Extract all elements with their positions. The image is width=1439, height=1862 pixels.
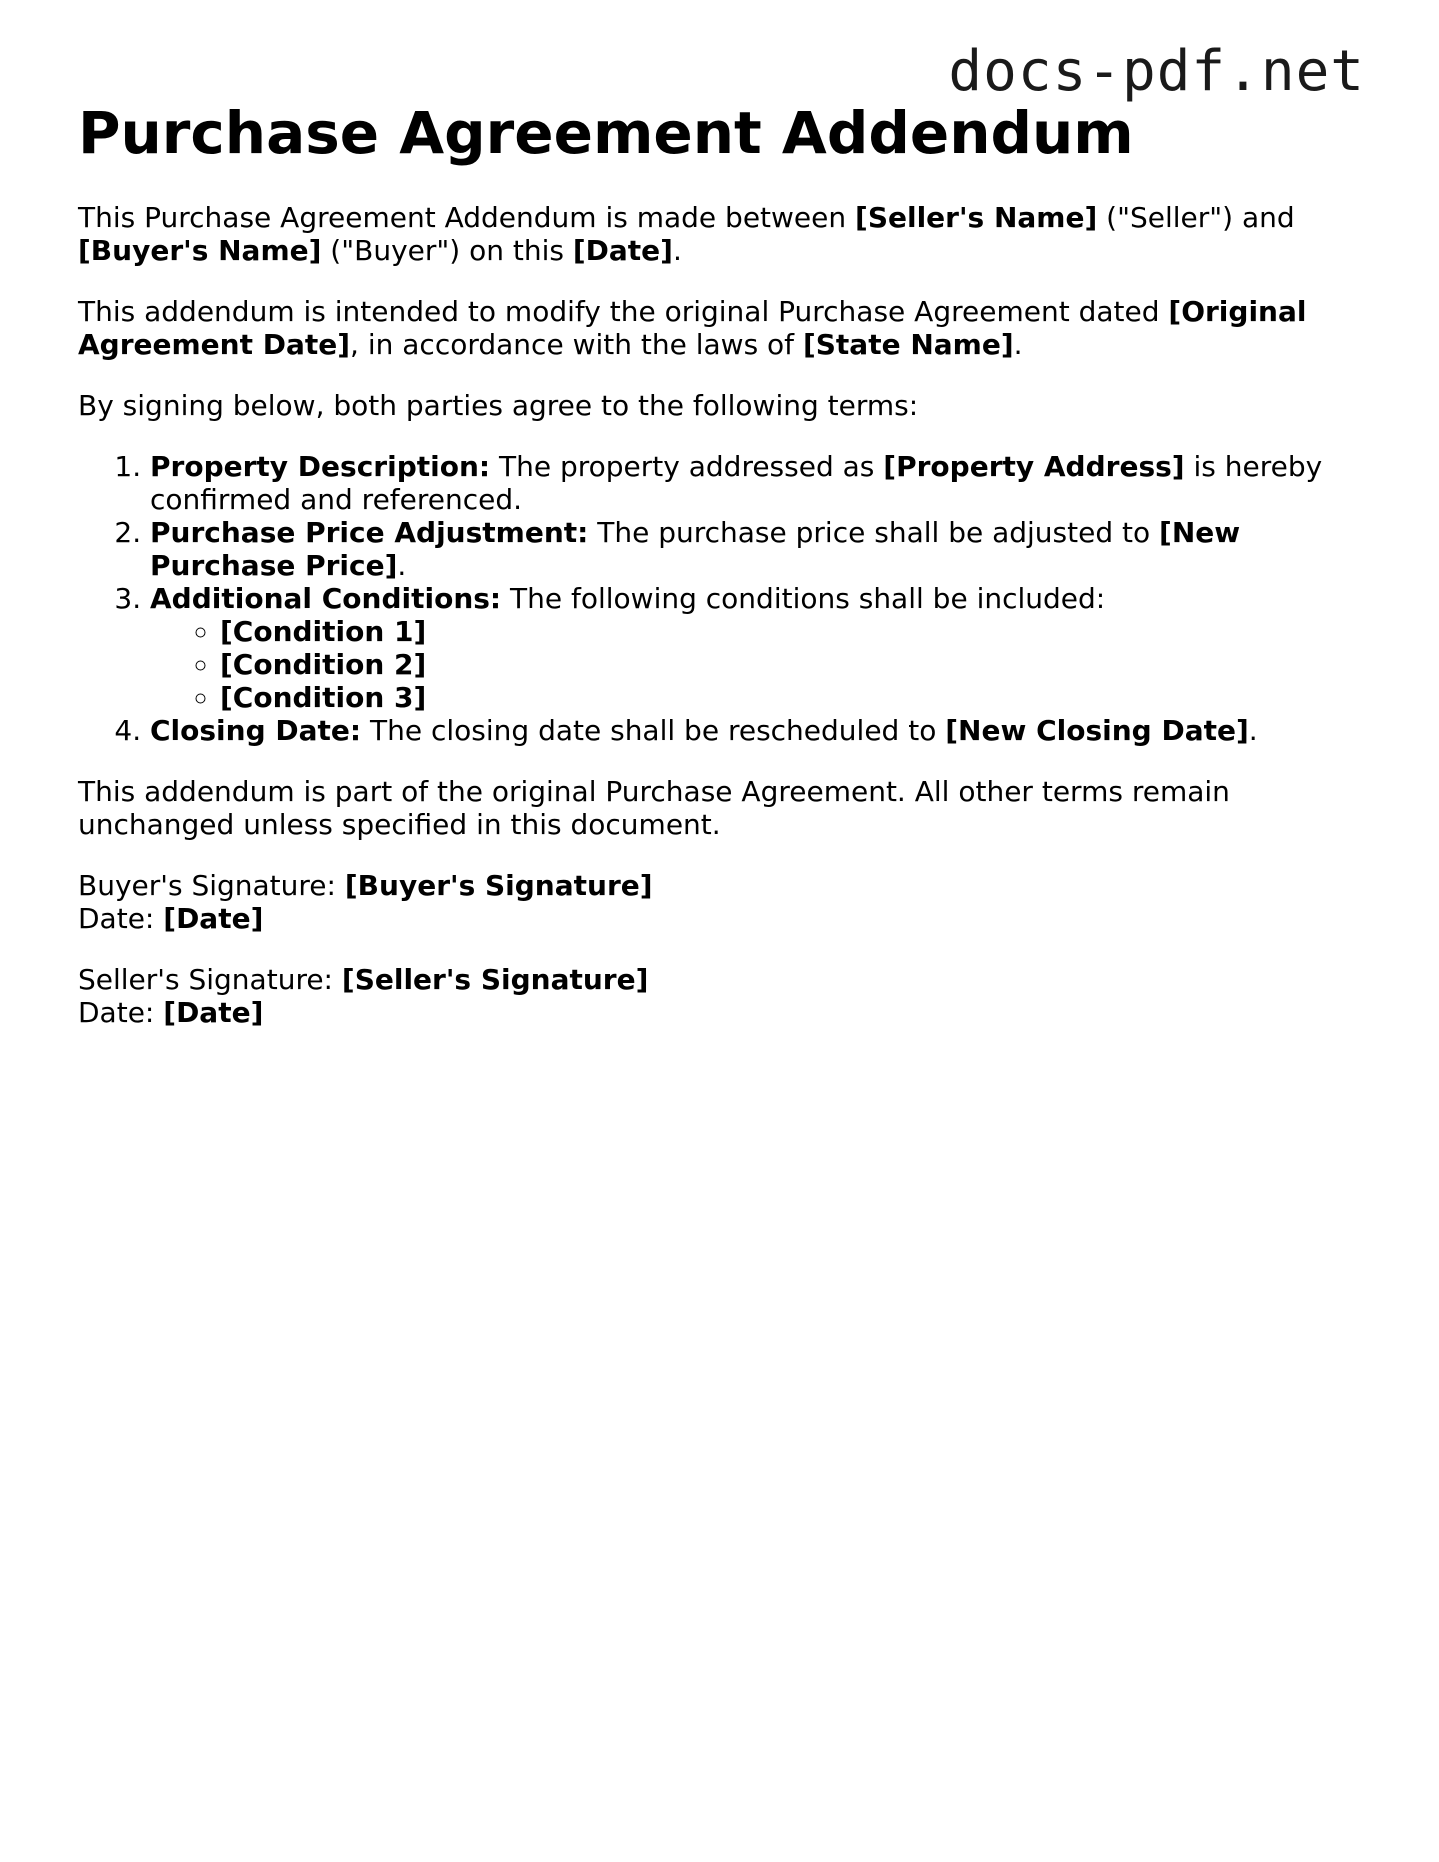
state-name-placeholder: [State Name] [802,327,1014,361]
condition-placeholder: [Condition 3] [220,680,427,714]
purpose-text: . [1013,327,1023,361]
seller-name-placeholder: [Seller's Name] [855,200,1098,234]
condition-item [220,681,1368,714]
buyer-signature-placeholder: [Buyer's Signature] [344,868,653,902]
term-text: is hereby confirmed and referenced. [150,449,1323,516]
buyer-name-placeholder: [Buyer's Name] [78,233,322,267]
document-title: Purchase Agreement Addendum [78,99,1134,167]
purpose-paragraph [78,295,1368,361]
agreement-intro: By signing below, both parties agree to the following terms: [78,388,919,422]
condition-item [220,648,1368,681]
intro-text: ("Buyer") on this [321,233,573,267]
term-heading: Property Description: [150,449,491,483]
term-text: The closing date shall be rescheduled to [361,713,946,747]
watermark: docs-pdf.net [948,39,1365,104]
purpose-text: This addendum is intended to modify the original Purchase Agreement dated [78,294,1169,328]
intro-paragraph [78,201,1368,267]
term-item-conditions [150,582,1368,714]
term-heading: Purchase Price Adjustment: [150,515,589,549]
conditions-list [150,615,1368,714]
document-page [78,100,1368,1057]
term-text: . [1248,713,1258,747]
term-text: The following conditions shall be included: [501,581,1106,615]
term-text: . [397,548,407,582]
property-address-placeholder: [Property Address] [883,449,1185,483]
intro-text: ("Seller") and [1097,200,1295,234]
condition-placeholder: [Condition 1] [220,614,427,648]
term-text: The property addressed as [490,449,884,483]
term-text: The purchase price shall be adjusted to [588,515,1160,549]
original-date-placeholder: [Original Agreement Date] [78,294,1307,361]
term-heading: Additional Conditions: [150,581,502,615]
seller-date-label: Date: [78,995,164,1029]
buyer-date-label: Date: [78,901,164,935]
purpose-text: , in accordance with the laws of [350,327,803,361]
term-heading: Closing Date: [150,713,362,747]
term-item-closing [150,714,1368,747]
buyer-signature-label: Buyer's Signature: [78,868,345,902]
condition-placeholder: [Condition 2] [220,647,427,681]
term-item-property [150,450,1368,516]
intro-text: . [672,233,682,267]
date-placeholder: [Date] [572,233,673,267]
condition-item [220,615,1368,648]
seller-signature-block [78,963,1368,1029]
new-price-placeholder: [New Purchase Price] [150,515,1241,582]
seller-date-placeholder: [Date] [163,995,264,1029]
intro-text: This Purchase Agreement Addendum is made between [78,200,856,234]
seller-signature-label: Seller's Signature: [78,962,342,996]
terms-list [78,450,1368,747]
closing-paragraph: This addendum is part of the original Purchase Agreement. All other terms remain unchanged unless specified in this document. [78,774,1230,841]
closing-date-placeholder: [New Closing Date] [945,713,1249,747]
term-item-price [150,516,1368,582]
buyer-signature-block [78,869,1368,935]
buyer-date-placeholder: [Date] [163,901,264,935]
seller-signature-placeholder: [Seller's Signature] [341,962,649,996]
